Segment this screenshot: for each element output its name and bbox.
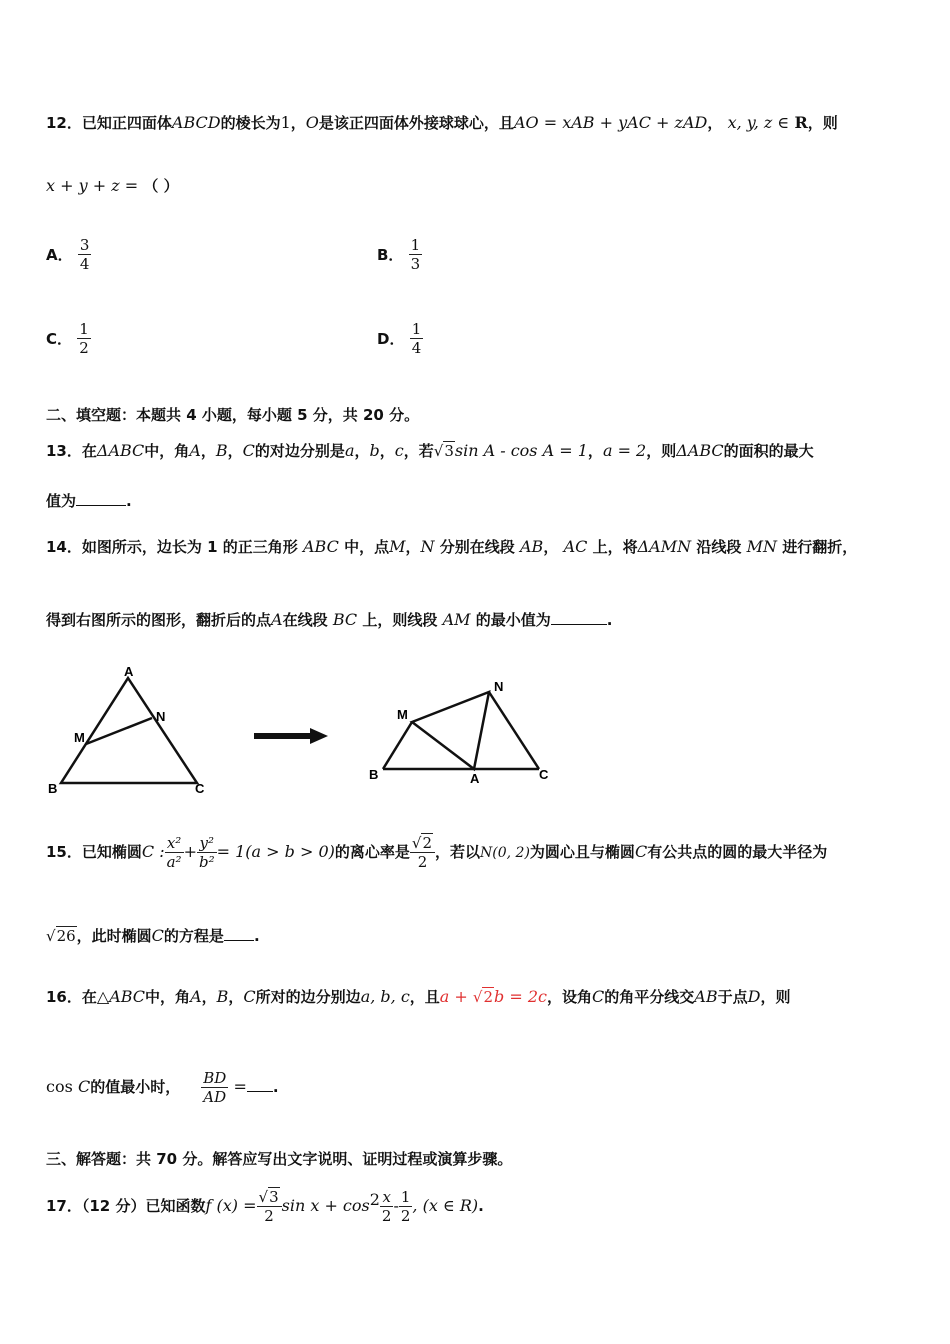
label-m: M <box>74 730 85 745</box>
fraction: $\frac{x}{2}$ <box>381 1188 392 1225</box>
q12-vector-equation: AO = xAB + yAC + zAD <box>513 113 708 132</box>
q14-line2: 得到右图所示的图形，翻折后的点A在线段 BC 上，则线段 AM 的最小值为 . <box>46 610 613 629</box>
q14-figure-left <box>40 662 220 802</box>
fraction: $\frac{3}{4}$ <box>79 236 90 273</box>
label-n: N <box>156 709 166 724</box>
arrow-right-icon <box>254 727 330 745</box>
fraction: $\frac{√3}{2}$ <box>257 1188 282 1225</box>
label-m: M <box>397 707 408 722</box>
segment-mn <box>86 718 152 744</box>
label-b: B <box>369 767 379 782</box>
q14-number: 14． <box>46 538 82 556</box>
label-c: C <box>195 781 205 796</box>
q12-line2: x + y + z = （ ） <box>46 176 179 195</box>
q16-number: 16． <box>46 988 82 1006</box>
label-b: B <box>48 781 58 796</box>
fraction: $\frac{√2}{2}$ <box>410 834 435 871</box>
q16-line2: cos C的值最小时， $\frac{BD}{AD}$ = . <box>46 1069 279 1106</box>
q12-line1: 12．已知正四面体ABCD的棱长为1，O是该正四面体外接球球心，且AO = xAB + yAC + zAD， x, y, z ∈ R，则 <box>46 113 838 132</box>
fraction: $\frac{1}{2}$ <box>79 320 89 357</box>
label-a: A <box>124 664 134 679</box>
q13-number: 13． <box>46 442 82 460</box>
sqrt: √26 <box>46 927 76 945</box>
answer-blank[interactable] <box>551 610 607 625</box>
fraction: $\frac{1}{4}$ <box>411 320 422 357</box>
q14-line1: 14．如图所示，边长为 1 的正三角形 ABC 中，点M，N 分别在线段 AB， AC 上，将ΔAMN 沿线段 MN 进行翻折， <box>46 537 858 556</box>
section-3-heading: 三、解答题：共 70 分。解答应写出文字说明、证明过程或演算步骤。 <box>46 1150 513 1168</box>
label-c: C <box>539 767 549 782</box>
q14-figure-right <box>365 674 565 790</box>
fraction: $\frac{\text{x²}}{\text{a²}}$ <box>166 834 182 871</box>
fraction: $\frac{BD}{AD}$ <box>203 1069 227 1106</box>
section-2-heading: 二、填空题：本题共 4 小题，每小题 5 分，共 20 分。 <box>46 406 420 424</box>
q12-option-d[interactable]: D． $\frac{1}{4}$ <box>377 320 422 357</box>
fraction: $\frac{1}{2}$ <box>400 1188 411 1225</box>
q15-line2: √26，此时椭圆C的方程是 . <box>46 926 260 945</box>
answer-blank[interactable] <box>76 491 126 506</box>
fraction: $\frac{\text{y²}}{\text{b²}}$ <box>198 834 215 871</box>
q13-line2: 值为 . <box>46 492 132 510</box>
answer-blank[interactable] <box>224 926 254 941</box>
sqrt: √3 <box>433 442 454 460</box>
q13-line1: 13．在ΔABC中，角A，B，C的对边分别是a，b，c，若√3sin A - cos A = 1，a = 2，则ΔABC的面积的最大 <box>46 441 814 460</box>
label-n: N <box>494 679 504 694</box>
sqrt: √2 <box>472 988 494 1006</box>
q12-option-c[interactable]: C． $\frac{1}{2}$ <box>46 320 89 357</box>
triangle-mna <box>412 692 489 769</box>
segment-nc <box>489 692 539 769</box>
q12-option-b[interactable]: B． $\frac{1}{3}$ <box>377 236 421 273</box>
answer-blank[interactable] <box>247 1077 273 1092</box>
fraction: $\frac{1}{3}$ <box>410 236 421 273</box>
q12-option-a[interactable]: A． $\frac{3}{4}$ <box>46 236 90 273</box>
q17-number: 17． <box>46 1197 82 1215</box>
q17-line1: 17．（12 分）已知函数f (x) = $\frac{√3}{2}$ $\sin x + \cos^2$ $\frac{x}{2}$ - $\frac{1}{2}$ , (x ∈ R). <box>46 1188 484 1225</box>
q16-line1: 16．在△ABC中，角A，B，C所对的边分别边a, b, c，且a + √2b = 2c，设角C的角平分线交AB于点D，则 <box>46 987 791 1006</box>
q12-number: 12． <box>46 114 82 132</box>
red-condition: a + <box>439 987 473 1006</box>
answer-paren: （ ） <box>143 177 179 195</box>
label-a: A <box>470 771 480 786</box>
q15-number: 15． <box>46 843 82 861</box>
q15-line1: 15．已知椭圆C : $\frac{\text{x²}}{\text{a²}}$ + $\frac{\text{y²}}{\text{b²}}$ = 1(a > b > 0)的离心率是 $\frac{√2}{2}$ ，若以N(0, 2)为圆心且与椭圆C有公共点的圆的最大半径为 <box>46 834 828 871</box>
segment-bm <box>383 722 412 769</box>
